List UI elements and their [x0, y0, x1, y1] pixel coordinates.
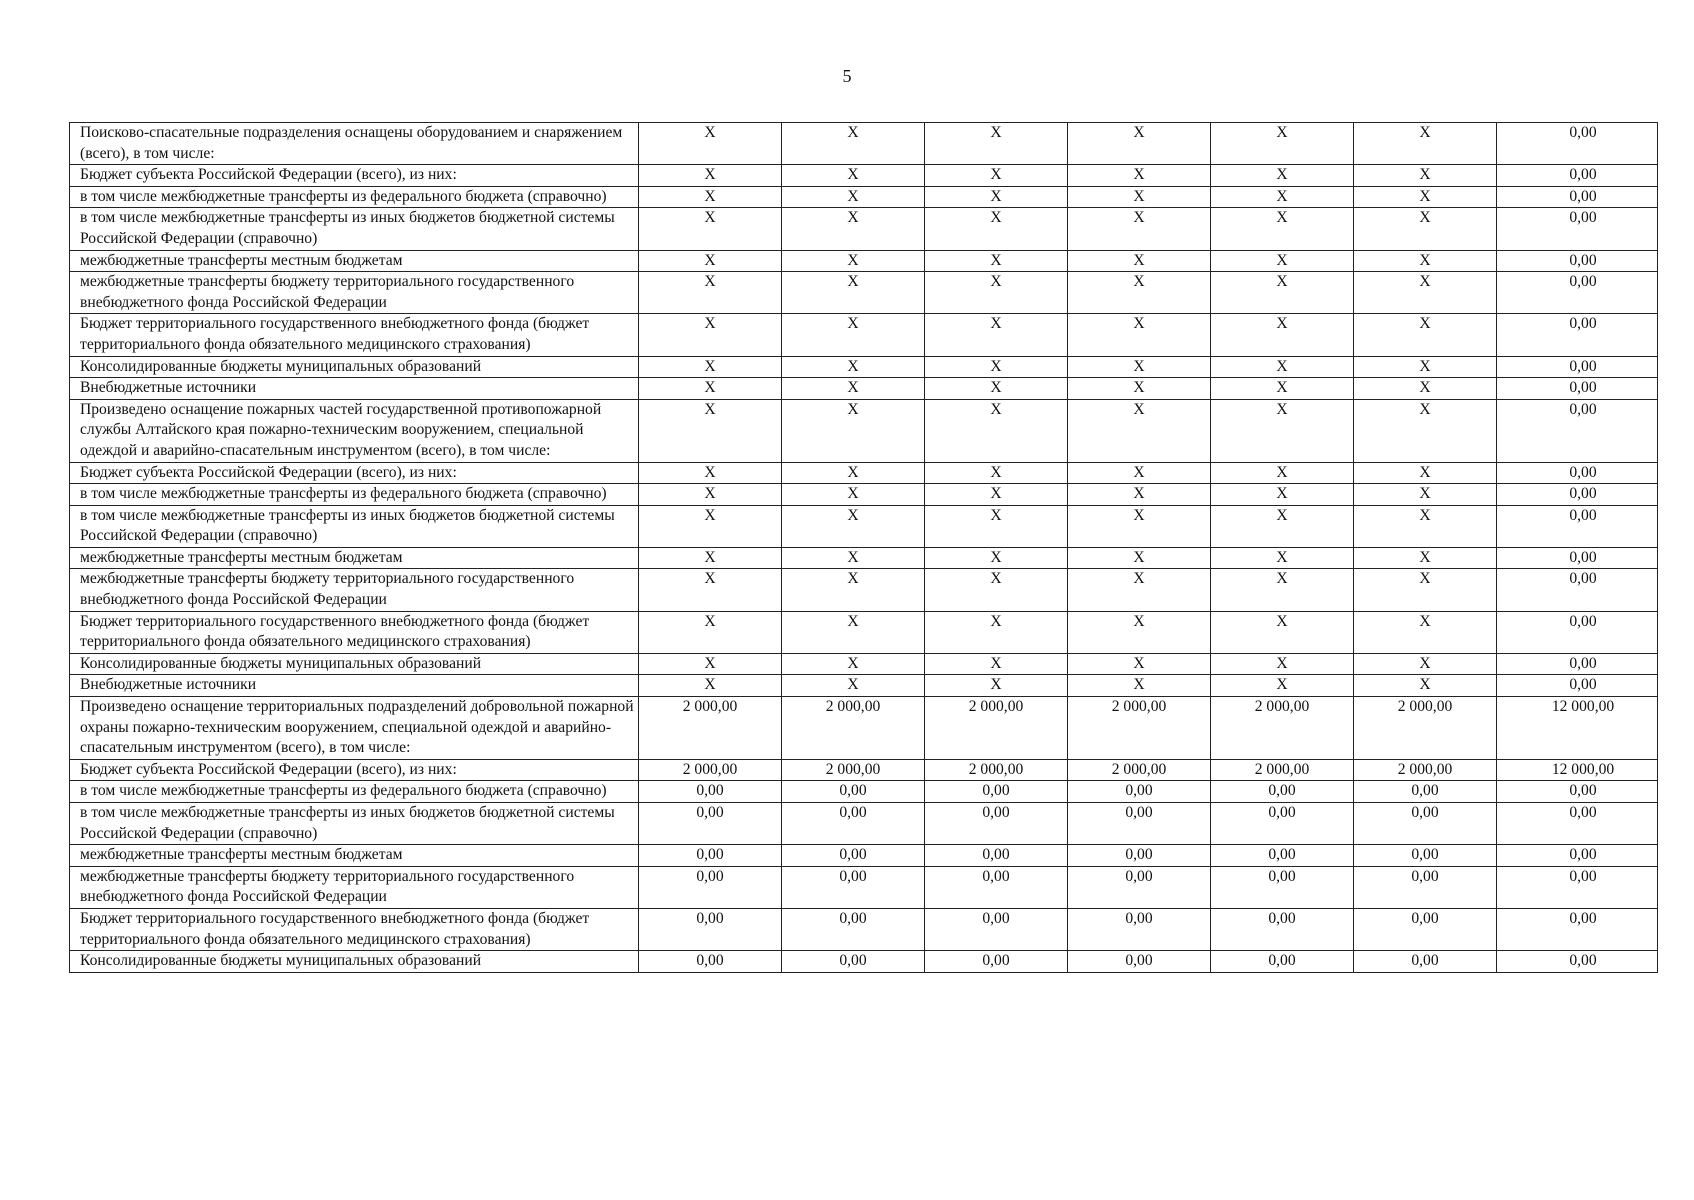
year-value-cell: X	[1354, 123, 1497, 165]
year-value-cell: 0,00	[1354, 908, 1497, 950]
year-value-cell: X	[1068, 547, 1211, 569]
year-value-cell: X	[782, 569, 925, 611]
year-value-cell: 0,00	[925, 781, 1068, 803]
year-value-cell: X	[1068, 272, 1211, 314]
table-row	[70, 759, 1658, 781]
year-value-cell: X	[1354, 378, 1497, 400]
year-value-cell: X	[782, 186, 925, 208]
row-label: межбюджетные трансферты местным бюджетам	[70, 250, 639, 272]
row-label: в том числе межбюджетные трансферты из федерального бюджета (справочно)	[70, 186, 639, 208]
year-value-cell: 0,00	[782, 951, 925, 973]
year-value-cell: X	[925, 547, 1068, 569]
year-value-cell: X	[782, 208, 925, 250]
row-label: межбюджетные трансферты местным бюджетам	[70, 547, 639, 569]
row-label: Произведено оснащение пожарных частей государственной противопожарной службы Алтайского края пожарно-техническим вооружением, специальной одеждой и аварийно-спасательным инструментом (всего), в том числе:	[70, 399, 639, 462]
year-value-cell: X	[1211, 165, 1354, 187]
year-value-cell: 0,00	[1211, 803, 1354, 845]
row-label: межбюджетные трансферты бюджету территориального государственного внебюджетного фонда Российской Федерации	[70, 569, 639, 611]
year-value-cell: X	[639, 250, 782, 272]
year-value-cell: X	[1211, 653, 1354, 675]
year-value-cell: X	[1211, 356, 1354, 378]
year-value-cell: X	[1068, 378, 1211, 400]
table-row	[70, 505, 1658, 547]
year-value-cell: X	[639, 123, 782, 165]
year-value-cell: X	[1211, 399, 1354, 462]
total-value-cell: 0,00	[1497, 866, 1658, 908]
year-value-cell: X	[782, 505, 925, 547]
total-value-cell: 0,00	[1497, 675, 1658, 697]
table-row	[70, 314, 1658, 356]
row-label: Поисково-спасательные подразделения оснащены оборудованием и снаряжением (всего), в том числе:	[70, 123, 639, 165]
table-row	[70, 697, 1658, 760]
year-value-cell: X	[782, 250, 925, 272]
year-value-cell: 0,00	[639, 845, 782, 867]
total-value-cell: 0,00	[1497, 781, 1658, 803]
total-value-cell: 0,00	[1497, 250, 1658, 272]
year-value-cell: X	[639, 611, 782, 653]
year-value-cell: X	[1068, 653, 1211, 675]
year-value-cell: X	[782, 399, 925, 462]
year-value-cell: 2 000,00	[1068, 759, 1211, 781]
year-value-cell: X	[1211, 675, 1354, 697]
year-value-cell: X	[1354, 165, 1497, 187]
row-label: Консолидированные бюджеты муниципальных образований	[70, 951, 639, 973]
year-value-cell: X	[782, 356, 925, 378]
year-value-cell: 0,00	[639, 908, 782, 950]
row-label: в том числе межбюджетные трансферты из иных бюджетов бюджетной системы Российской Федерации (справочно)	[70, 803, 639, 845]
year-value-cell: X	[639, 356, 782, 378]
year-value-cell: X	[782, 165, 925, 187]
year-value-cell: X	[1211, 462, 1354, 484]
year-value-cell: X	[1068, 611, 1211, 653]
year-value-cell: 0,00	[1354, 845, 1497, 867]
table-row	[70, 484, 1658, 506]
total-value-cell: 0,00	[1497, 653, 1658, 675]
table-row	[70, 781, 1658, 803]
year-value-cell: X	[1354, 505, 1497, 547]
year-value-cell: X	[1211, 547, 1354, 569]
row-label: Произведено оснащение территориальных подразделений добровольной пожарной охраны пожарно-техническим вооружением, специальной одеждой и аварийно-спасательным инструментом (всего), в том числе:	[70, 697, 639, 760]
year-value-cell: X	[639, 675, 782, 697]
year-value-cell: 2 000,00	[1068, 697, 1211, 760]
total-value-cell: 0,00	[1497, 845, 1658, 867]
row-label: Бюджет территориального государственного внебюджетного фонда (бюджет территориального фонда обязательного медицинского страхования)	[70, 611, 639, 653]
year-value-cell: 0,00	[782, 908, 925, 950]
year-value-cell: X	[1211, 505, 1354, 547]
year-value-cell: 0,00	[1068, 866, 1211, 908]
year-value-cell: 0,00	[1068, 845, 1211, 867]
year-value-cell: X	[639, 505, 782, 547]
year-value-cell: X	[1211, 208, 1354, 250]
year-value-cell: 0,00	[1068, 781, 1211, 803]
table-row	[70, 123, 1658, 165]
year-value-cell: X	[925, 675, 1068, 697]
year-value-cell: X	[925, 165, 1068, 187]
page-number: 5	[842, 66, 852, 86]
year-value-cell: X	[1068, 314, 1211, 356]
row-label: в том числе межбюджетные трансферты из иных бюджетов бюджетной системы Российской Федерации (справочно)	[70, 505, 639, 547]
year-value-cell: X	[1068, 208, 1211, 250]
year-value-cell: X	[639, 186, 782, 208]
table-row	[70, 675, 1658, 697]
year-value-cell: X	[925, 208, 1068, 250]
year-value-cell: X	[639, 462, 782, 484]
table-row	[70, 845, 1658, 867]
year-value-cell: X	[782, 123, 925, 165]
total-value-cell: 0,00	[1497, 951, 1658, 973]
row-label: Бюджет территориального государственного внебюджетного фонда (бюджет территориального фонда обязательного медицинского страхования)	[70, 908, 639, 950]
year-value-cell: X	[1354, 186, 1497, 208]
year-value-cell: X	[1211, 250, 1354, 272]
year-value-cell: X	[1354, 484, 1497, 506]
year-value-cell: X	[639, 272, 782, 314]
year-value-cell: 0,00	[925, 951, 1068, 973]
year-value-cell: X	[1354, 675, 1497, 697]
year-value-cell: X	[1068, 569, 1211, 611]
row-label: Внебюджетные источники	[70, 675, 639, 697]
year-value-cell: X	[1354, 272, 1497, 314]
year-value-cell: 0,00	[925, 803, 1068, 845]
table-row	[70, 653, 1658, 675]
year-value-cell: X	[1211, 569, 1354, 611]
year-value-cell: 2 000,00	[1354, 697, 1497, 760]
total-value-cell: 12 000,00	[1497, 697, 1658, 760]
year-value-cell: X	[1068, 186, 1211, 208]
table-row	[70, 611, 1658, 653]
year-value-cell: X	[925, 505, 1068, 547]
year-value-cell: 2 000,00	[1211, 697, 1354, 760]
year-value-cell: X	[639, 165, 782, 187]
total-value-cell: 0,00	[1497, 123, 1658, 165]
year-value-cell: X	[639, 399, 782, 462]
total-value-cell: 0,00	[1497, 462, 1658, 484]
year-value-cell: X	[925, 484, 1068, 506]
year-value-cell: X	[925, 399, 1068, 462]
total-value-cell: 0,00	[1497, 165, 1658, 187]
row-label: Консолидированные бюджеты муниципальных образований	[70, 653, 639, 675]
year-value-cell: 0,00	[782, 781, 925, 803]
table-row	[70, 951, 1658, 973]
year-value-cell: 2 000,00	[639, 697, 782, 760]
row-label: Бюджет субъекта Российской Федерации (всего), из них:	[70, 165, 639, 187]
table-row	[70, 803, 1658, 845]
year-value-cell: X	[1354, 399, 1497, 462]
year-value-cell: X	[1354, 208, 1497, 250]
total-value-cell: 0,00	[1497, 378, 1658, 400]
table-row	[70, 208, 1658, 250]
table-row	[70, 866, 1658, 908]
year-value-cell: X	[925, 653, 1068, 675]
year-value-cell: 0,00	[925, 845, 1068, 867]
year-value-cell: X	[1211, 484, 1354, 506]
year-value-cell: 0,00	[639, 866, 782, 908]
budget-table	[69, 122, 1658, 973]
year-value-cell: X	[1068, 399, 1211, 462]
year-value-cell: 0,00	[1354, 803, 1497, 845]
year-value-cell: 2 000,00	[782, 697, 925, 760]
year-value-cell: X	[925, 611, 1068, 653]
total-value-cell: 0,00	[1497, 399, 1658, 462]
table-row	[70, 908, 1658, 950]
year-value-cell: X	[639, 484, 782, 506]
row-label: Бюджет субъекта Российской Федерации (всего), из них:	[70, 759, 639, 781]
year-value-cell: X	[1068, 484, 1211, 506]
year-value-cell: 0,00	[1211, 908, 1354, 950]
year-value-cell: X	[1354, 611, 1497, 653]
row-label: межбюджетные трансферты местным бюджетам	[70, 845, 639, 867]
year-value-cell: X	[925, 569, 1068, 611]
row-label: в том числе межбюджетные трансферты из федерального бюджета (справочно)	[70, 484, 639, 506]
year-value-cell: X	[1068, 165, 1211, 187]
year-value-cell: X	[782, 378, 925, 400]
year-value-cell: X	[639, 547, 782, 569]
table-row	[70, 356, 1658, 378]
table-row	[70, 569, 1658, 611]
year-value-cell: X	[925, 186, 1068, 208]
table-row	[70, 250, 1658, 272]
year-value-cell: X	[1068, 675, 1211, 697]
year-value-cell: X	[925, 250, 1068, 272]
year-value-cell: X	[639, 314, 782, 356]
year-value-cell: X	[1211, 314, 1354, 356]
row-label: Внебюджетные источники	[70, 378, 639, 400]
year-value-cell: X	[639, 208, 782, 250]
year-value-cell: 0,00	[925, 908, 1068, 950]
year-value-cell: 0,00	[1354, 866, 1497, 908]
year-value-cell: 2 000,00	[925, 759, 1068, 781]
year-value-cell: X	[1354, 462, 1497, 484]
row-label: Бюджет территориального государственного внебюджетного фонда (бюджет территориального фонда обязательного медицинского страхования)	[70, 314, 639, 356]
year-value-cell: 2 000,00	[639, 759, 782, 781]
total-value-cell: 0,00	[1497, 208, 1658, 250]
table-row	[70, 378, 1658, 400]
year-value-cell: 0,00	[639, 951, 782, 973]
total-value-cell: 0,00	[1497, 484, 1658, 506]
year-value-cell: 0,00	[1068, 951, 1211, 973]
year-value-cell: 0,00	[1211, 781, 1354, 803]
year-value-cell: X	[1354, 314, 1497, 356]
total-value-cell: 0,00	[1497, 803, 1658, 845]
year-value-cell: X	[782, 314, 925, 356]
year-value-cell: X	[782, 547, 925, 569]
year-value-cell: 0,00	[1211, 845, 1354, 867]
total-value-cell: 12 000,00	[1497, 759, 1658, 781]
year-value-cell: X	[1211, 123, 1354, 165]
year-value-cell: X	[782, 653, 925, 675]
year-value-cell: X	[782, 272, 925, 314]
total-value-cell: 0,00	[1497, 356, 1658, 378]
total-value-cell: 0,00	[1497, 569, 1658, 611]
year-value-cell: X	[782, 484, 925, 506]
year-value-cell: 2 000,00	[1211, 759, 1354, 781]
total-value-cell: 0,00	[1497, 547, 1658, 569]
year-value-cell: X	[639, 378, 782, 400]
total-value-cell: 0,00	[1497, 314, 1658, 356]
total-value-cell: 0,00	[1497, 505, 1658, 547]
year-value-cell: 0,00	[1211, 866, 1354, 908]
year-value-cell: X	[1068, 356, 1211, 378]
year-value-cell: X	[1068, 462, 1211, 484]
year-value-cell: X	[1211, 186, 1354, 208]
year-value-cell: X	[925, 272, 1068, 314]
year-value-cell: X	[1211, 611, 1354, 653]
year-value-cell: X	[925, 123, 1068, 165]
year-value-cell: X	[925, 314, 1068, 356]
year-value-cell: X	[925, 462, 1068, 484]
year-value-cell: X	[1211, 378, 1354, 400]
year-value-cell: 0,00	[639, 781, 782, 803]
year-value-cell: X	[639, 569, 782, 611]
year-value-cell: 2 000,00	[1354, 759, 1497, 781]
year-value-cell: X	[1211, 272, 1354, 314]
row-label: в том числе межбюджетные трансферты из иных бюджетов бюджетной системы Российской Федерации (справочно)	[70, 208, 639, 250]
total-value-cell: 0,00	[1497, 186, 1658, 208]
table-row	[70, 272, 1658, 314]
year-value-cell: 0,00	[925, 866, 1068, 908]
year-value-cell: 0,00	[639, 803, 782, 845]
table-row	[70, 399, 1658, 462]
year-value-cell: X	[782, 611, 925, 653]
row-label: в том числе межбюджетные трансферты из федерального бюджета (справочно)	[70, 781, 639, 803]
row-label: Консолидированные бюджеты муниципальных образований	[70, 356, 639, 378]
table-row	[70, 165, 1658, 187]
row-label: межбюджетные трансферты бюджету территориального государственного внебюджетного фонда Российской Федерации	[70, 866, 639, 908]
year-value-cell: 0,00	[1211, 951, 1354, 973]
table-row	[70, 547, 1658, 569]
year-value-cell: X	[1068, 123, 1211, 165]
year-value-cell: 0,00	[1354, 781, 1497, 803]
year-value-cell: X	[1354, 569, 1497, 611]
year-value-cell: 0,00	[1068, 803, 1211, 845]
year-value-cell: 0,00	[782, 803, 925, 845]
year-value-cell: X	[782, 675, 925, 697]
year-value-cell: 2 000,00	[782, 759, 925, 781]
total-value-cell: 0,00	[1497, 908, 1658, 950]
year-value-cell: 0,00	[1354, 951, 1497, 973]
year-value-cell: X	[639, 653, 782, 675]
year-value-cell: X	[925, 378, 1068, 400]
year-value-cell: 0,00	[1068, 908, 1211, 950]
year-value-cell: X	[1354, 356, 1497, 378]
year-value-cell: 0,00	[782, 845, 925, 867]
total-value-cell: 0,00	[1497, 272, 1658, 314]
year-value-cell: X	[1068, 505, 1211, 547]
total-value-cell: 0,00	[1497, 611, 1658, 653]
row-label: межбюджетные трансферты бюджету территориального государственного внебюджетного фонда Российской Федерации	[70, 272, 639, 314]
row-label: Бюджет субъекта Российской Федерации (всего), из них:	[70, 462, 639, 484]
year-value-cell: X	[925, 356, 1068, 378]
year-value-cell: X	[782, 462, 925, 484]
table-row	[70, 186, 1658, 208]
year-value-cell: 2 000,00	[925, 697, 1068, 760]
year-value-cell: 0,00	[782, 866, 925, 908]
year-value-cell: X	[1068, 250, 1211, 272]
budget-table-body	[70, 123, 1658, 973]
year-value-cell: X	[1354, 250, 1497, 272]
table-row	[70, 462, 1658, 484]
year-value-cell: X	[1354, 547, 1497, 569]
year-value-cell: X	[1354, 653, 1497, 675]
